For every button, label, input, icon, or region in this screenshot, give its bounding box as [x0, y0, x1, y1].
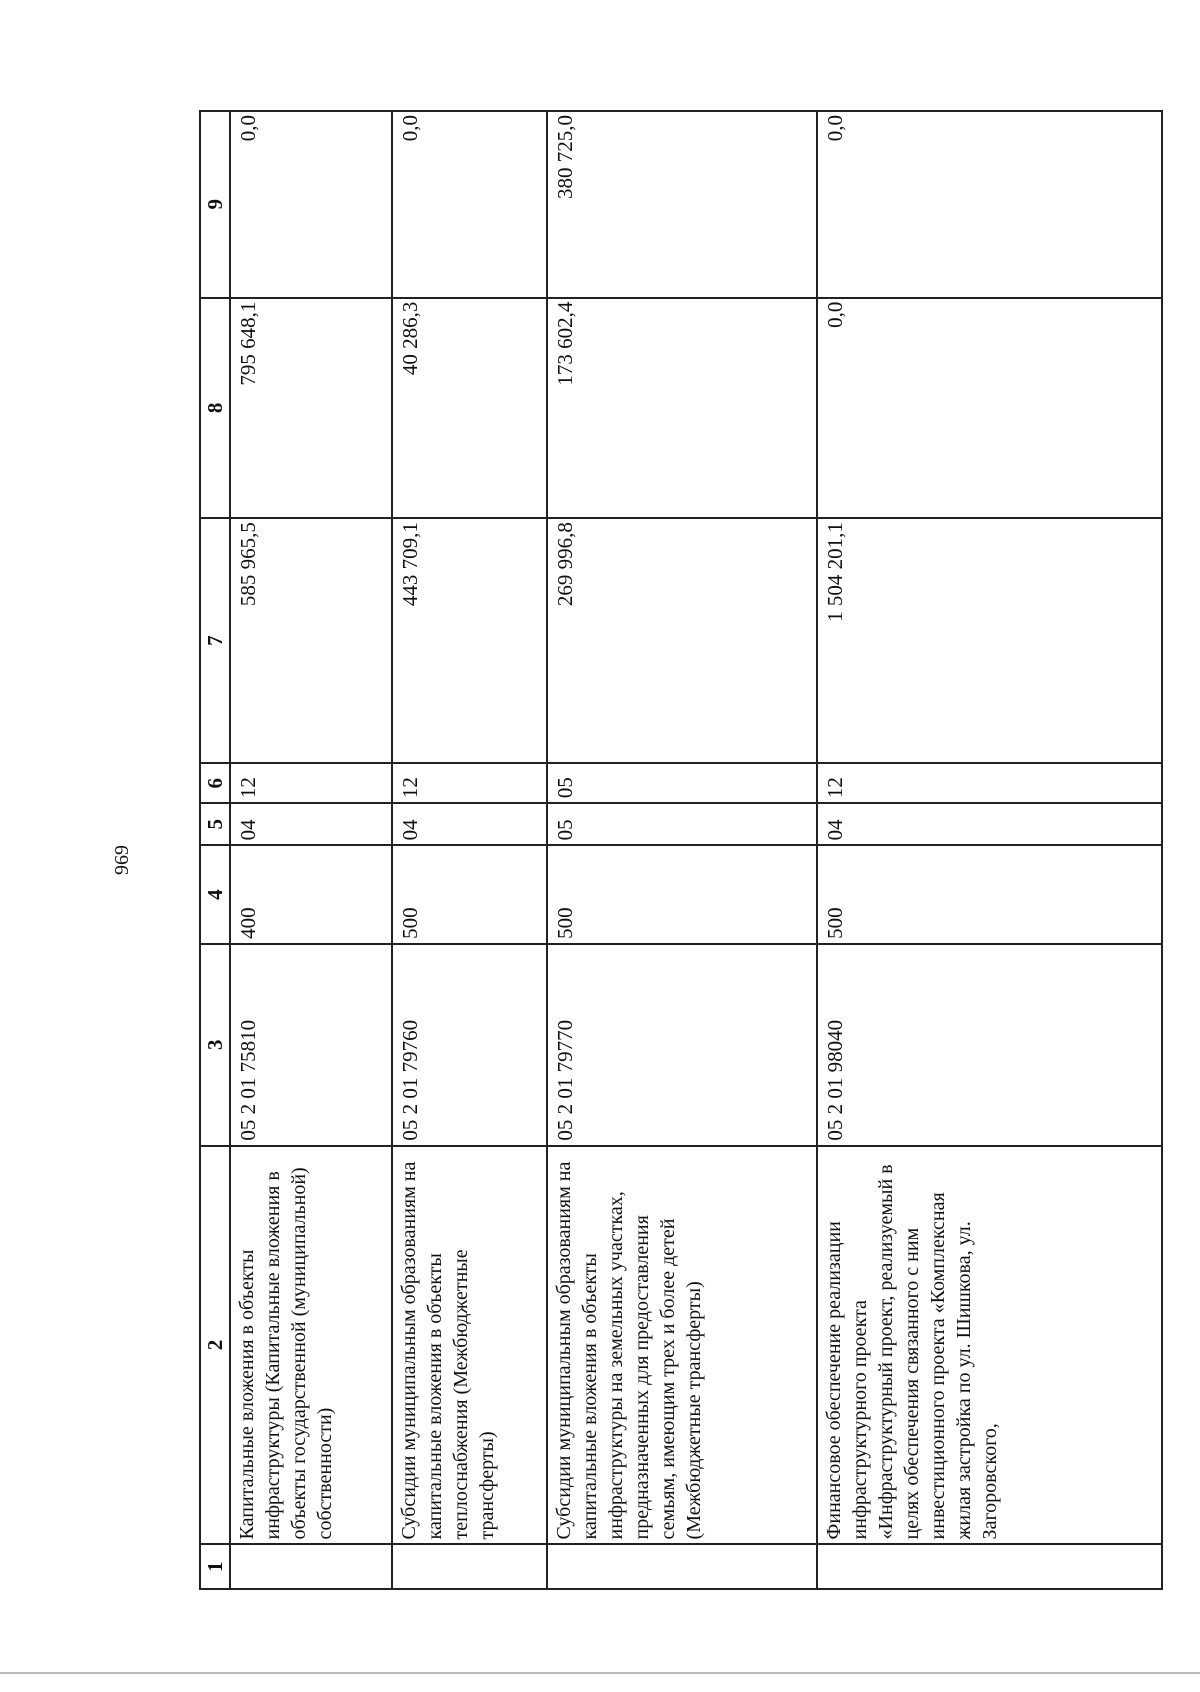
- item-description: Капитальные вложения в объекты инфраструктуры (Капитальные вложения в объекты государственной (муниципальной) собственности): [230, 1146, 392, 1545]
- table-row: [817, 111, 1162, 1589]
- section-code: 05: [547, 803, 817, 845]
- column-header: 7: [200, 518, 230, 763]
- section-code: 04: [392, 803, 547, 845]
- amount-col7: 585 965,5: [230, 518, 392, 763]
- expense-type-code: 500: [817, 845, 1162, 944]
- subsection-code: 12: [230, 763, 392, 803]
- column-header: 3: [200, 944, 230, 1146]
- section-code: 04: [230, 803, 392, 845]
- column-header: 6: [200, 763, 230, 803]
- row-number-cell: [817, 1544, 1162, 1589]
- table-row: [392, 111, 547, 1589]
- amount-col9: 0,0: [817, 111, 1162, 298]
- amount-col7: 269 996,8: [547, 518, 817, 763]
- table-header-row: [200, 111, 230, 1589]
- table-row: [230, 111, 392, 1589]
- expense-type-code: 500: [547, 845, 817, 944]
- amount-col7: 443 709,1: [392, 518, 547, 763]
- row-number-cell: [392, 1544, 547, 1589]
- target-article-code: 05 2 01 79760: [392, 944, 547, 1146]
- column-header: 2: [200, 1146, 230, 1545]
- column-header: 1: [200, 1544, 230, 1589]
- rotated-table-frame: [199, 110, 1159, 1590]
- target-article-code: 05 2 01 75810: [230, 944, 392, 1146]
- table-row: [547, 111, 817, 1589]
- amount-col9: 380 725,0: [547, 111, 817, 298]
- target-article-code: 05 2 01 98040: [817, 944, 1162, 1146]
- section-code: 04: [817, 803, 1162, 845]
- amount-col8: 173 602,4: [547, 298, 817, 519]
- expense-type-code: 400: [230, 845, 392, 944]
- amount-col8: 0,0: [817, 298, 1162, 519]
- amount-col9: 0,0: [392, 111, 547, 298]
- column-header: 8: [200, 298, 230, 519]
- subsection-code: 12: [392, 763, 547, 803]
- column-header: 4: [200, 845, 230, 944]
- amount-col9: 0,0: [230, 111, 392, 298]
- page-number: 969: [111, 845, 133, 875]
- amount-col7: 1 504 201,1: [817, 518, 1162, 763]
- column-header: 5: [200, 803, 230, 845]
- subsection-code: 12: [817, 763, 1162, 803]
- amount-col8: 40 286,3: [392, 298, 547, 519]
- column-header: 9: [200, 111, 230, 298]
- scan-bottom-edge: [0, 1672, 1200, 1674]
- budget-table: [199, 110, 1163, 1590]
- row-number-cell: [230, 1544, 392, 1589]
- row-number-cell: [547, 1544, 817, 1589]
- amount-col8: 795 648,1: [230, 298, 392, 519]
- subsection-code: 05: [547, 763, 817, 803]
- item-description: Финансовое обеспечение реализации инфраструктурного проекта «Инфраструктурный проект, реализуемый в целях обеспечения связанного с ним инвестиционного проекта «Комплексная жилая застройка по ул. Шишкова, ул. Загоровского,: [817, 1146, 1162, 1545]
- item-description: Субсидии муниципальным образованиям на капитальные вложения в объекты инфраструктуры на земельных участках, предназначенных для предоставления семьям, имеющим трех и более детей (Межбюджетные трансферты): [547, 1146, 817, 1545]
- target-article-code: 05 2 01 79770: [547, 944, 817, 1146]
- expense-type-code: 500: [392, 845, 547, 944]
- item-description: Субсидии муниципальным образованиям на капитальные вложения в объекты теплоснабжения (Межбюджетные трансферты): [392, 1146, 547, 1545]
